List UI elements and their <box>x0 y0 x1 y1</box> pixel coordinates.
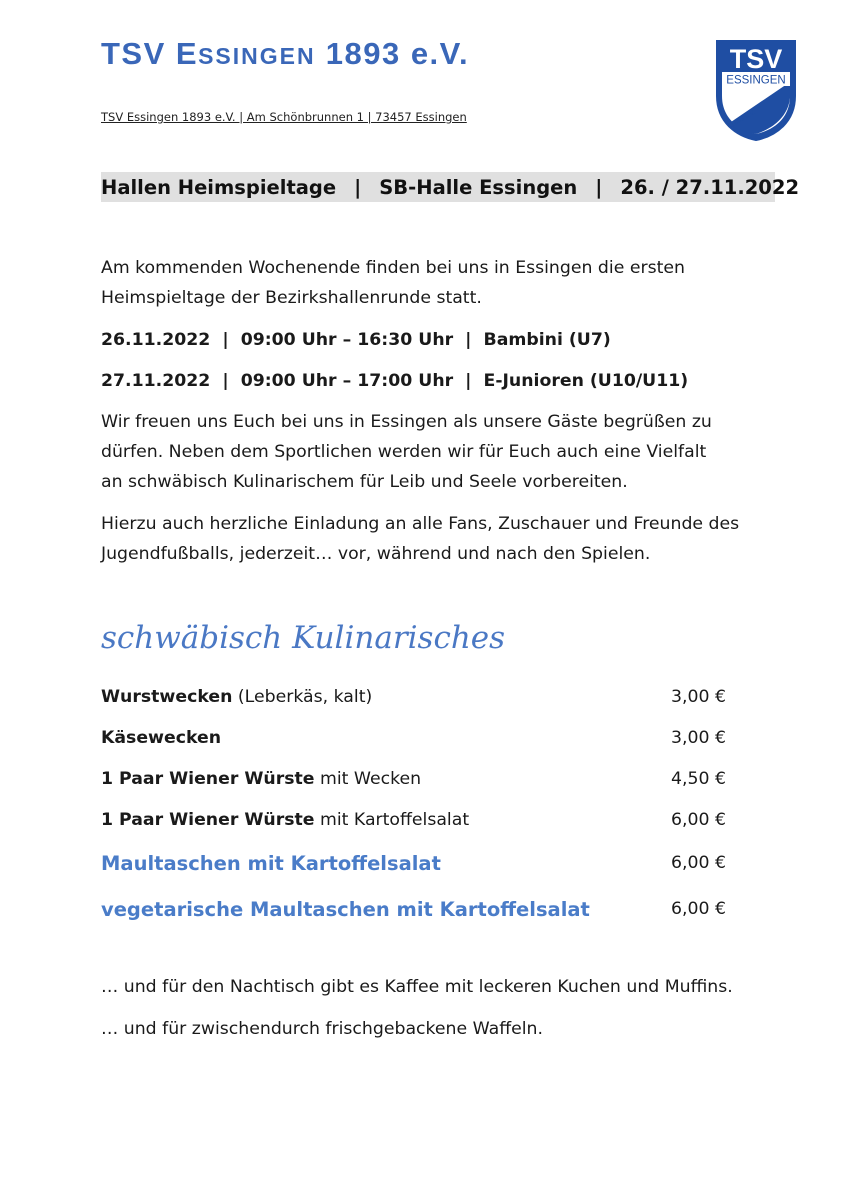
menu-item <box>101 758 741 799</box>
banner-separator: | <box>595 175 603 199</box>
menu-title: schwäbisch Kulinarisches <box>101 620 506 656</box>
menu-item <box>101 676 741 717</box>
banner-venue: SB-Halle Essingen <box>379 175 578 199</box>
event-banner <box>101 172 800 202</box>
invite-line-1: Hierzu auch herzliche Einladung an alle Fans, Zuschauer und Freunde des <box>101 514 740 534</box>
menu-item-name <box>101 769 741 789</box>
menu-item-featured <box>101 886 741 932</box>
club-title-tsv: TSV <box>101 36 176 71</box>
menu-list <box>101 676 741 932</box>
menu-item-name: vegetarische Maultaschen mit Kartoffelsalat <box>101 897 590 921</box>
club-logo <box>714 38 798 142</box>
logo-tsv-text: TSV <box>729 44 783 74</box>
schedule-day-2: 27.11.2022 | 09:00 Uhr – 17:00 Uhr | E-Junioren (U10/U11) <box>101 371 689 391</box>
menu-item-detail: (Leberkäs, kalt) <box>232 686 373 707</box>
club-title-rest: 1893 e.V. <box>315 36 470 71</box>
intro-line-1: Am kommenden Wochenende finden bei uns in Essingen die ersten <box>101 258 685 278</box>
menu-item-bold: 1 Paar Wiener Würste <box>101 809 315 830</box>
welcome-line-1: Wir freuen uns Euch bei uns in Essingen als unsere Gäste begrüßen zu <box>101 412 712 432</box>
menu-item-name <box>101 810 741 830</box>
menu-item-detail: mit Kartoffelsalat <box>314 809 470 830</box>
menu-item-bold: Käsewecken <box>101 727 222 748</box>
menu-item-name <box>101 728 741 748</box>
schedule-day-1: 26.11.2022 | 09:00 Uhr – 16:30 Uhr | Bambini (U7) <box>101 330 611 350</box>
club-title-e: E <box>175 36 199 71</box>
menu-item-price: 4,50 € <box>671 768 726 789</box>
menu-item-name <box>101 687 741 707</box>
logo-year-text: 1893 e.V. <box>729 108 757 129</box>
welcome-line-3: an schwäbisch Kulinarischem für Leib und Seele vorbereiten. <box>101 472 628 492</box>
menu-item-price: 6,00 € <box>671 809 726 830</box>
menu-item-price: 6,00 € <box>671 899 726 919</box>
club-title <box>101 36 469 74</box>
banner-separator: | <box>354 175 362 199</box>
menu-item <box>101 799 741 840</box>
club-address: TSV Essingen 1893 e.V. | Am Schönbrunnen 1 | 73457 Essingen <box>101 110 467 124</box>
menu-item-price: 3,00 € <box>671 686 726 707</box>
menu-item-bold: 1 Paar Wiener Würste <box>101 768 315 789</box>
logo-essingen-text: ESSINGEN <box>726 74 786 87</box>
closing-line-1: … und für den Nachtisch gibt es Kaffee mit leckeren Kuchen und Muffins. <box>101 977 733 997</box>
menu-item <box>101 717 741 758</box>
intro-line-2: Heimspieltage der Bezirkshallenrunde statt. <box>101 288 482 308</box>
menu-item-featured <box>101 840 741 886</box>
closing-line-2: … und für zwischendurch frischgebackene Waffeln. <box>101 1019 543 1039</box>
invite-line-2: Jugendfußballs, jederzeit… vor, während und nach den Spielen. <box>101 544 651 564</box>
menu-item-detail: mit Wecken <box>314 768 422 789</box>
menu-item-price: 6,00 € <box>671 853 726 873</box>
banner-dates: 26. / 27.11.2022 <box>620 175 800 199</box>
menu-item-name: Maultaschen mit Kartoffelsalat <box>101 851 441 875</box>
menu-item-price: 3,00 € <box>671 727 726 748</box>
welcome-line-2: dürfen. Neben dem Sportlichen werden wir für Euch auch eine Vielfalt <box>101 442 707 462</box>
club-title-ssingen: SSINGEN <box>198 43 316 69</box>
banner-title: Hallen Heimspieltage <box>101 175 337 199</box>
menu-item-bold: Wurstwecken <box>101 686 233 707</box>
